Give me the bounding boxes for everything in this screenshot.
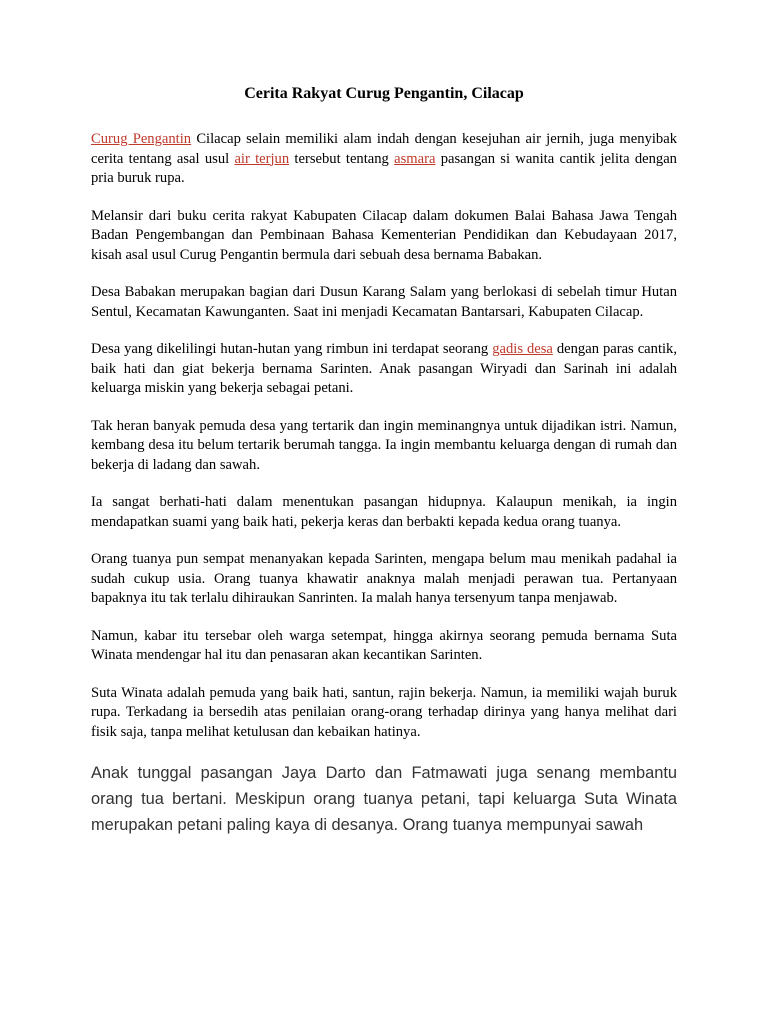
paragraph-8: Namun, kabar itu tersebar oleh warga setempat, hingga akirnya seorang pemuda bernama Suta Winata mendengar hal itu dan penasaran akan kecantikan Sarinten.	[91, 627, 677, 663]
paragraph-5: Tak heran banyak pemuda desa yang tertarik dan ingin meminangnya untuk dijadikan istri. Namun, kembang desa itu belum tertarik berumah tangga. Ia ingin membantu keluarga dengan di rumah dan bekerja di ladang dan sawah.	[91, 417, 677, 473]
link-air-terjun[interactable]: air terjun	[234, 150, 290, 167]
document-body	[91, 130, 677, 856]
paragraph-2: Melansir dari buku cerita rakyat Kabupaten Cilacap dalam dokumen Balai Bahasa Jawa Tengah Badan Pengembangan dan Pembinaan Bahasa Kementerian Pendidikan dan Kebudayaan 2017, kisah asal usul Curug Pengantin bermula dari sebuah desa bernama Babakan.	[91, 207, 677, 263]
link-curug-pengantin[interactable]: Curug Pengantin	[91, 131, 192, 147]
link-asmara[interactable]: asmara	[394, 150, 436, 167]
paragraph-4: Desa yang dikelilingi hutan-hutan yang rimbun ini terdapat seorang gadis desa dengan paras cantik, baik hati dan giat bekerja bernama Sarinten. Anak pasangan Wiryadi dan Sarinah ini adalah keluarga miskin yang bekerja sebagai petani.	[91, 341, 678, 396]
paragraph-9: Suta Winata adalah pemuda yang baik hati, santun, rajin bekerja. Namun, ia memiliki wajah buruk rupa. Terkadang ia bersedih atas penilaian orang-orang terhadap dirinya yang hanya melihat dari fisik saja, tanpa melihat ketulusan dan kebaikan hatinya.	[91, 684, 677, 740]
paragraph-7: Orang tuanya pun sempat menanyakan kepada Sarinten, mengapa belum mau menikah padahal ia sudah cukup usia. Orang tuanya khawatir anaknya malah menjadi perawan tua. Pertanyaan bapaknya itu tak terlalu dihiraukan Sanrinten. Ia malah hanya tersenyum tanpa menjawab.	[91, 551, 677, 606]
document-title: Cerita Rakyat Curug Pengantin, Cilacap	[244, 85, 524, 102]
paragraph-3: Desa Babakan merupakan bagian dari Dusun Karang Salam yang berlokasi di sebelah timur Hutan Sentul, Kecamatan Kawunganten. Saat ini menjadi Kecamatan Bantarsari, Kabupaten Cilacap.	[91, 284, 677, 320]
paragraph-1: Curug Pengantin Cilacap selain memiliki alam indah dengan kesejuhan air jernih, juga menyibak cerita tentang asal usul air terjun tersebut tentang asmara pasangan si wanita cantik jelita dengan pria buruk rupa.	[91, 131, 677, 186]
paragraph-10: Anak tunggal pasangan Jaya Darto dan Fatmawati juga senang membantu orang tua bertani. Meskipun orang tuanya petani, tapi keluarga Suta Winata merupakan petani paling kaya di desanya. Orang tuanya mempunyai sawah	[91, 764, 677, 834]
paragraph-6: Ia sangat berhati-hati dalam menentukan pasangan hidupnya. Kalaupun menikah, ia ingin mendapatkan suami yang baik hati, pekerja keras dan berbakti kepada kedua orang tuanya.	[91, 494, 677, 530]
link-gadis-desa[interactable]: gadis desa	[492, 341, 553, 357]
